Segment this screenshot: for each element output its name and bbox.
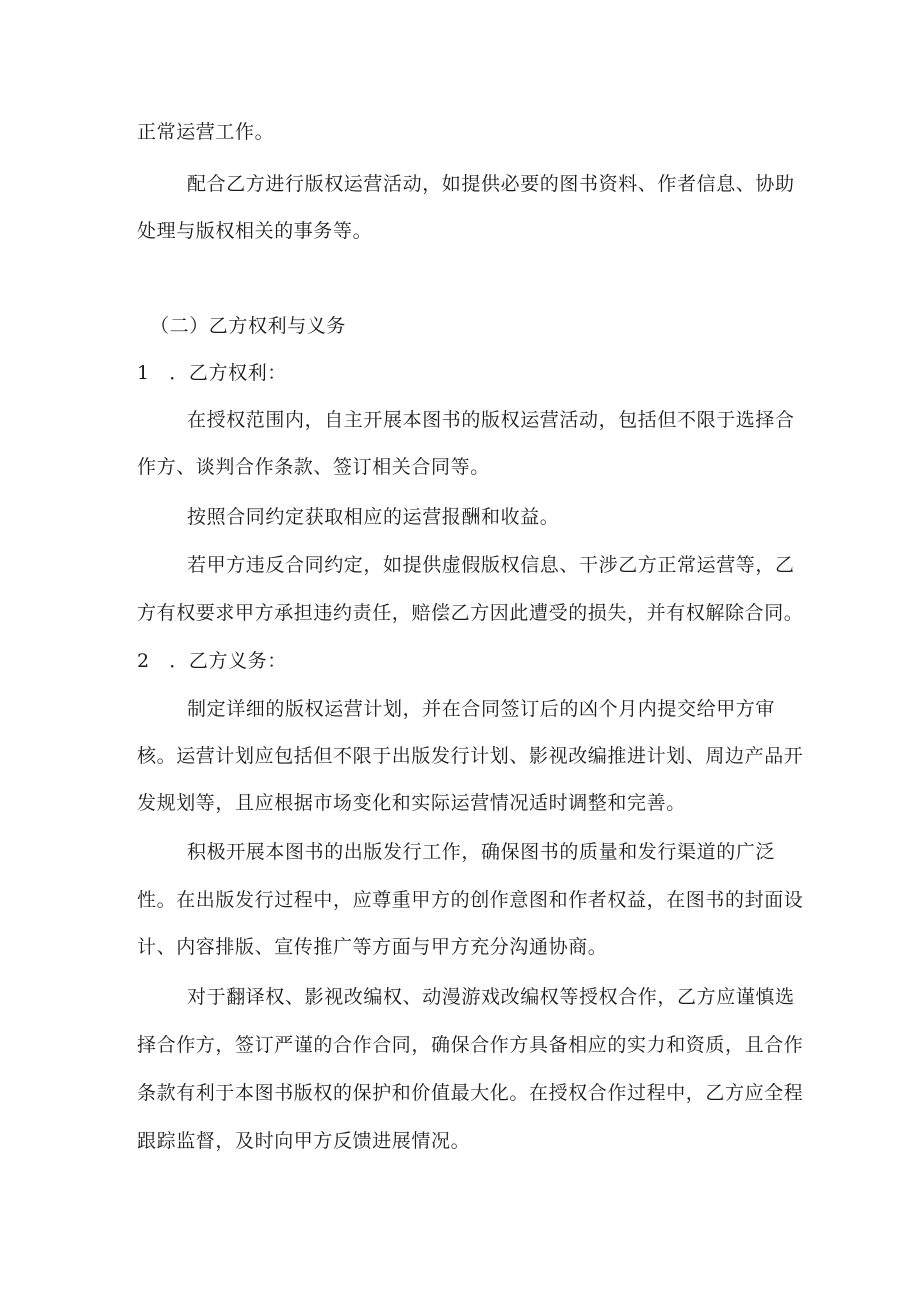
rights-paragraph-3-line-2: 方有权要求甲方承担违约责任，赔偿乙方因此遭受的损失，并有权解除合同。	[137, 602, 804, 624]
obligations-paragraph-1-line-2: 核。运营计划应包括但不限于出版发行计划、影视改编推进计划、周边产品开	[137, 745, 804, 767]
obligations-paragraph-2-line-1: 积极开展本图书的出版发行工作，确保图书的质量和发行渠道的广泛	[187, 841, 776, 863]
rights-paragraph-1-line-2: 作方、谈判合作条款、签订相关合同等。	[137, 456, 490, 478]
cooperate-paragraph-line-1: 配合乙方进行版权运营活动，如提供必要的图书资料、作者信息、协助	[187, 173, 795, 195]
rights-paragraph-1-line-1: 在授权范围内，自主开展本图书的版权运营活动，包括但不限于选择合	[187, 409, 795, 431]
obligations-paragraph-2-line-3: 计、内容排版、宣传推广等方面与甲方充分沟通协商。	[137, 936, 608, 958]
rights-paragraph-3-line-1: 若甲方违反合同约定，如提供虚假版权信息、干涉乙方正常运营等，乙	[187, 554, 795, 576]
obligations-paragraph-1-line-3: 发规划等，且应根据市场变化和实际运营情况适时调整和完善。	[137, 792, 686, 814]
obligations-heading: 2 ．乙方义务：	[137, 650, 287, 672]
rights-heading: 1 ．乙方权利：	[137, 362, 287, 384]
obligations-paragraph-2-line-2: 性。在出版发行过程中，应尊重甲方的创作意图和作者权益，在图书的封面设	[137, 889, 804, 911]
obligations-paragraph-3-line-1: 对于翻译权、影视改编权、动漫游戏改编权等授权合作，乙方应谨慎选	[187, 986, 795, 1008]
continuation-line: 正常运营工作。	[137, 121, 275, 143]
obligations-paragraph-3-line-3: 条款有利于本图书版权的保护和价值最大化。在授权合作过程中，乙方应全程	[137, 1082, 804, 1104]
section-heading: （二）乙方权利与义务	[150, 315, 347, 337]
cooperate-paragraph-line-2: 处理与版权相关的事务等。	[137, 220, 373, 242]
obligations-paragraph-3-line-4: 跟踪监督，及时向甲方反馈进展情况。	[137, 1130, 471, 1152]
obligations-paragraph-3-line-2: 择合作方，签订严谨的合作合同，确保合作方具备相应的实力和资质，且合作	[137, 1034, 804, 1056]
rights-paragraph-2-line-1: 按照合同约定获取相应的运营报酬和收益。	[187, 506, 560, 528]
obligations-paragraph-1-line-1: 制定详细的版权运营计划，并在合同签订后的凶个月内提交给甲方审	[187, 698, 776, 720]
